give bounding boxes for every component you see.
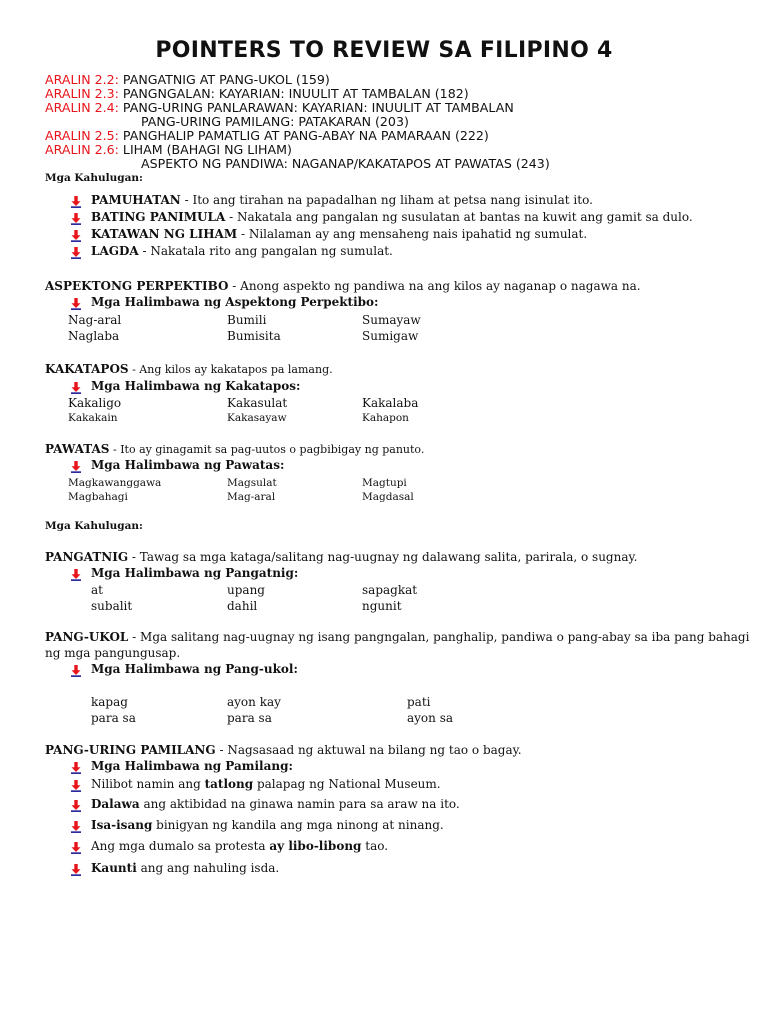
definition-line — [45, 362, 333, 376]
aralin-code: ARALIN 2.3: — [45, 86, 119, 101]
term: PAWATAS — [45, 442, 110, 456]
example-word: dahil — [227, 599, 258, 613]
definition-line — [45, 550, 638, 564]
examples-label: Mga Halimbawa ng Aspektong Perpektibo: — [91, 295, 379, 309]
aralin-text: PANG-URING PANLARAWAN: KAYARIAN: INUULIT AT TAMBALAN — [122, 100, 514, 115]
sentence-highlight: tatlong — [204, 777, 254, 791]
definition: - Anong aspekto ng pandiwa na ang kilos ay naganap o nagawa na. — [228, 279, 641, 293]
aralin-code: ARALIN 2.5: — [45, 128, 119, 143]
down-arrow-bullet-icon — [70, 213, 82, 225]
down-arrow-bullet-icon — [70, 298, 82, 310]
aralin-text-continuation: ASPEKTO NG PANDIWA: NAGANAP/KAKATAPOS AT PAWATAS (243) — [141, 156, 550, 171]
sentence-text: Nilibot namin ang — [91, 777, 205, 791]
down-arrow-bullet-icon — [70, 864, 82, 876]
definition-continuation: ng mga pangungusap. — [45, 646, 181, 660]
term: PANG-URING PAMILANG — [45, 743, 216, 757]
term: PANGATNIG — [45, 550, 129, 564]
example-word: para sa — [227, 711, 272, 725]
term: ASPEKTONG PERPEKTIBO — [45, 279, 229, 293]
example-word: Bumisita — [227, 329, 281, 343]
sentence-text: palapag ng National Museum. — [253, 777, 441, 791]
example-sentence — [91, 777, 441, 791]
down-arrow-bullet-icon — [70, 382, 82, 394]
term: KATAWAN NG LIHAM — [91, 227, 238, 241]
example-word: Magtupi — [362, 477, 407, 489]
example-word: Nag-aral — [68, 313, 122, 327]
section-label: Mga Kahulugan: — [45, 520, 143, 532]
examples-label: Mga Halimbawa ng Kakatapos: — [91, 379, 301, 393]
aralin-text: PANGNGALAN: KAYARIAN: INUULIT AT TAMBALAN (182) — [122, 86, 469, 101]
down-arrow-bullet-icon — [70, 230, 82, 242]
example-word: sapagkat — [362, 583, 418, 597]
example-word: upang — [227, 583, 265, 597]
aralin-code: ARALIN 2.4: — [45, 100, 119, 115]
example-word: Naglaba — [68, 329, 120, 343]
aralin-text: LIHAM (BAHAGI NG LIHAM) — [122, 142, 292, 157]
examples-label: Mga Halimbawa ng Pawatas: — [91, 458, 285, 472]
down-arrow-bullet-icon — [70, 247, 82, 259]
examples-label: Mga Halimbawa ng Pangatnig: — [91, 566, 299, 580]
definition: - Tawag sa mga kataga/salitang nag-uugnay ng dalawang salita, parirala, o sugnay. — [128, 550, 638, 564]
down-arrow-bullet-icon — [70, 665, 82, 677]
definition-line — [45, 630, 749, 644]
section-label: Mga Kahulugan: — [45, 172, 143, 184]
sentence-text: Ang mga dumalo sa protesta — [91, 839, 270, 853]
definition-line — [45, 442, 424, 456]
sentence-text: tao. — [361, 839, 389, 853]
down-arrow-bullet-icon — [70, 461, 82, 473]
example-word: Magsulat — [227, 477, 277, 489]
example-word: subalit — [91, 599, 133, 613]
down-arrow-bullet-icon — [70, 842, 82, 854]
down-arrow-bullet-icon — [70, 196, 82, 208]
sentence-text: ang aktibidad na ginawa namin para sa araw na ito. — [139, 797, 460, 811]
examples-label: Mga Halimbawa ng Pamilang: — [91, 759, 293, 773]
term: PANG-UKOL — [45, 630, 129, 644]
example-sentence — [91, 818, 444, 832]
example-word: Sumigaw — [362, 329, 419, 343]
down-arrow-bullet-icon — [70, 569, 82, 581]
example-sentence — [91, 861, 279, 875]
definition-line — [45, 279, 641, 293]
definition: - Nagsasaad ng aktuwal na bilang ng tao o bagay. — [215, 743, 522, 757]
liham-part — [91, 244, 393, 258]
sentence-highlight: Kaunti — [91, 861, 137, 875]
liham-part — [91, 227, 587, 241]
term: KAKATAPOS — [45, 362, 129, 376]
example-word: pati — [407, 695, 431, 709]
example-word: para sa — [91, 711, 136, 725]
liham-part — [91, 210, 693, 224]
example-word: Kakalaba — [362, 396, 419, 410]
example-word: Mag-aral — [227, 491, 276, 503]
example-sentence — [91, 797, 460, 811]
example-word: Magkawanggawa — [68, 477, 162, 489]
aralin-text: PANGHALIP PAMATLIG AT PANG-ABAY NA PAMARAAN (222) — [122, 128, 489, 143]
example-word: Kakasayaw — [227, 412, 287, 424]
sentence-highlight: ay libo-libong — [269, 839, 362, 853]
example-word: Kakaligo — [68, 396, 122, 410]
example-word: Bumili — [227, 313, 267, 327]
example-word: ngunit — [362, 599, 402, 613]
down-arrow-bullet-icon — [70, 821, 82, 833]
example-word: Magbahagi — [68, 491, 128, 503]
sentence-highlight: Isa-isang — [91, 818, 153, 832]
page-title: POINTERS TO REVIEW SA FILIPINO 4 — [155, 38, 613, 63]
example-sentence — [91, 839, 388, 853]
definition: - Ito ang tirahan na papadalhan ng liham at petsa nang isinulat ito. — [180, 193, 593, 207]
example-word: Magdasal — [362, 491, 414, 503]
term: LAGDA — [91, 244, 139, 258]
example-word: ayon kay — [227, 695, 281, 709]
definition: - Nilalaman ay ang mensaheng nais ipahatid ng sumulat. — [237, 227, 588, 241]
definition: - Mga salitang nag-uugnay ng isang pangngalan, panghalip, pandiwa o pang-abay sa iba pang bahagi — [128, 630, 750, 644]
liham-part — [91, 193, 593, 207]
examples-label: Mga Halimbawa ng Pang-ukol: — [91, 662, 298, 676]
term: PAMUHATAN — [91, 193, 181, 207]
term: BATING PANIMULA — [91, 210, 226, 224]
definition-line — [45, 743, 522, 757]
example-word: at — [91, 583, 103, 597]
down-arrow-bullet-icon — [70, 780, 82, 792]
down-arrow-bullet-icon — [70, 762, 82, 774]
aralin-text: PANGATNIG AT PANG-UKOL (159) — [122, 72, 330, 87]
sentence-highlight: Dalawa — [91, 797, 140, 811]
aralin-text-continuation: PANG-URING PAMILANG: PATAKARAN (203) — [141, 114, 409, 129]
definition: - Ang kilos ay kakatapos pa lamang. — [128, 363, 333, 376]
example-word: kapag — [91, 695, 128, 709]
example-word: Sumayaw — [362, 313, 421, 327]
definition: - Nakatala rito ang pangalan ng sumulat. — [138, 244, 393, 258]
down-arrow-bullet-icon — [70, 800, 82, 812]
example-word: ayon sa — [407, 711, 454, 725]
example-word: Kakasulat — [227, 396, 288, 410]
example-word: Kakakain — [68, 412, 118, 424]
definition: - Nakatala ang pangalan ng susulatan at bantas na kuwit ang gamit sa dulo. — [225, 210, 693, 224]
aralin-code: ARALIN 2.2: — [45, 72, 119, 87]
aralin-code: ARALIN 2.6: — [45, 142, 119, 157]
example-word: Kahapon — [362, 412, 409, 424]
sentence-text: ang ang nahuling isda. — [136, 861, 280, 875]
definition: - Ito ay ginagamit sa pag-uutos o pagbibigay ng panuto. — [109, 443, 425, 456]
sentence-text: binigyan ng kandila ang mga ninong at ninang. — [152, 818, 444, 832]
